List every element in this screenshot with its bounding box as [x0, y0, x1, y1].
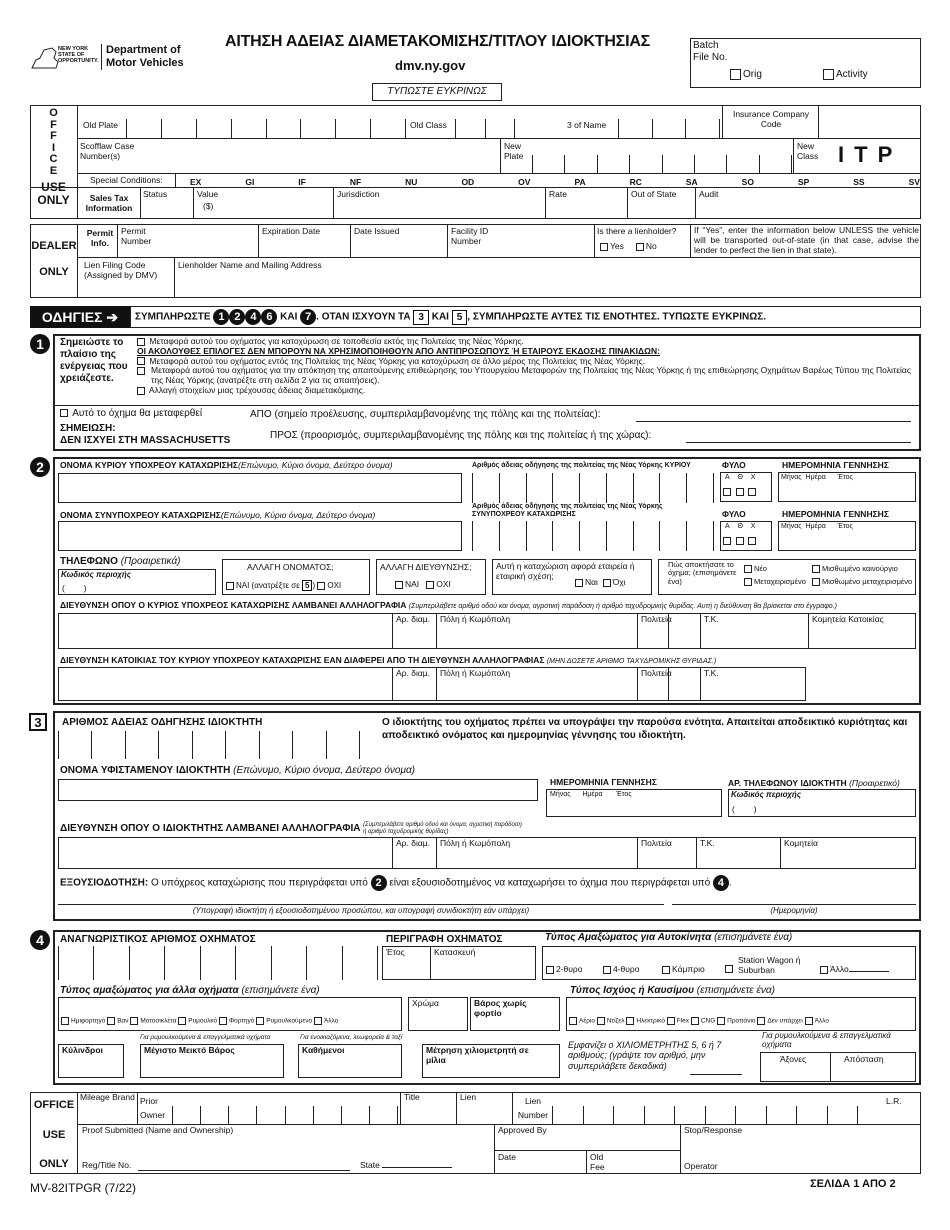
- commercial-note: Για ρυμουλκούμενα & επαγγελματικά οχήματα: [762, 1031, 891, 1049]
- new-plate-field[interactable]: [532, 155, 792, 173]
- section-1-marker: 1: [30, 334, 50, 354]
- carried-label: Αυτό το όχημα θα μεταφερθεί: [72, 408, 203, 419]
- dealer-only-label: ONLY: [39, 266, 69, 278]
- activity-checkbox[interactable]: [823, 69, 834, 80]
- title-label: Title: [404, 1092, 420, 1102]
- activity-label: Activity: [836, 69, 868, 81]
- acq-used[interactable]: [744, 578, 752, 586]
- office-bottom-label: OFFICE: [33, 1099, 75, 1111]
- date-caption: (Ημερομηνία): [770, 906, 818, 915]
- vin-field[interactable]: [58, 946, 378, 980]
- name-change-label: ΑΛΛΑΓΗ ΟΝΟΜΑΤΟΣ;: [247, 562, 334, 572]
- old-class-field[interactable]: [455, 119, 515, 138]
- fuel-none[interactable]: [757, 1017, 765, 1025]
- authorization-label: ΕΞΟΥΣΙΟΔΟΤΗΣΗ:: [60, 877, 149, 889]
- type-truck[interactable]: [219, 1017, 227, 1025]
- lien-number-field[interactable]: [552, 1106, 858, 1124]
- instructions-text: ΣΥΜΠΛΗΡΩΣΤΕ 1 2 4 6 ΚΑΙ 7 . ΟΤΑΝ ΙΣΧΥΟΥΝ ΤΑ 3 ΚΑΙ 5 , ΣΥΜΠΛΗΡΩΣΤΕ ΑΥΤΕΣ ΤΙΣ ΕΝΟΤΗΤΕΣ. ΤΥΠΩΣΤΕ ΕΥΚΡΙΝΩΣ.: [135, 311, 766, 323]
- address-change-label: ΑΛΛΑΓΗ ΔΙΕΥΘΥΝΣΗΣ;: [380, 562, 472, 572]
- body-wagon[interactable]: [725, 965, 733, 973]
- carried-checkbox[interactable]: [60, 409, 68, 417]
- prior-owner-label: Prior Owner: [140, 1096, 166, 1120]
- name-change-yes[interactable]: [226, 582, 234, 590]
- primary-name-label: ΟΝΟΜΑ ΚΥΡΙΟΥ ΥΠΟΧΡΕΟΥ ΚΑΤΑΧΩΡΙΣΗΣ: [60, 460, 238, 470]
- prior-owner-field[interactable]: [172, 1106, 398, 1124]
- co-sex-x-checkbox[interactable]: [748, 537, 756, 545]
- section-4-marker: 4: [30, 930, 50, 950]
- state-label: State: [360, 1160, 380, 1170]
- lien-label: Lien: [460, 1092, 477, 1102]
- sex-label: ΦΥΛΟ: [722, 460, 746, 470]
- insurance-code-label: Insurance Company Code: [732, 109, 810, 129]
- co-sex-th-checkbox[interactable]: [736, 537, 744, 545]
- owner-name-field[interactable]: [58, 779, 538, 801]
- opt3-checkbox[interactable]: [137, 367, 145, 375]
- old-fee-label: Old Fee: [590, 1152, 605, 1172]
- dob-label: ΗΜΕΡΟΜΗΝΙΑ ΓΕΝΝΗΣΗΣ: [782, 460, 889, 470]
- new-class-label: New Class: [797, 141, 819, 161]
- sex-x-checkbox[interactable]: [748, 488, 756, 496]
- to-label: ΠΡΟΣ (προορισμός, συμπεριλαμβανομένης της πόλης και της πολιτείας ή της χώρας):: [270, 430, 652, 441]
- lien-yes-checkbox[interactable]: [600, 243, 608, 251]
- odometer-miles-label: Μέτρηση χιλιομετρητή σε μίλια: [426, 1045, 529, 1065]
- cylinders-label: Κύλινδροι: [62, 1045, 103, 1055]
- body-convertible[interactable]: [662, 966, 670, 974]
- body-2door[interactable]: [546, 966, 554, 974]
- batch-label: Batch: [693, 40, 719, 51]
- lien-number-label: Lien Number: [517, 1096, 549, 1120]
- vin-label: ΑΝΑΓΝΩΡΙΣΤΙΚΟΣ ΑΡΙΘΜΟΣ ΟΧΗΜΑΤΟΣ: [60, 934, 256, 945]
- owner-license-label: ΑΡΙΘΜΟΣ ΑΔΕΙΑΣ ΟΔΗΓΗΣΗΣ ΙΔΙΟΚΤΗΤΗ: [62, 717, 263, 728]
- status-label: Status: [143, 189, 168, 199]
- odometer-digits-field[interactable]: [690, 1074, 742, 1075]
- lien-yes-label: Yes: [610, 241, 624, 251]
- mark-box-label: Σημειώστε το πλαίσιο της ενέργειας που χρειάζεστε.: [60, 337, 128, 384]
- vehicle-desc-label: ΠΕΡΙΓΡΑΦΗ ΟΧΗΜΑΤΟΣ: [386, 934, 503, 945]
- itp-codes: ITP: [838, 142, 903, 167]
- fuel-gas[interactable]: [569, 1017, 577, 1025]
- seats-label: Καθήμενοι: [302, 1045, 345, 1055]
- opt2-checkbox[interactable]: [137, 357, 145, 365]
- operator-label: Operator: [684, 1161, 718, 1171]
- to-field[interactable]: [686, 442, 911, 443]
- mileage-brand-label: Mileage Brand: [80, 1092, 135, 1102]
- signature-field[interactable]: [58, 904, 664, 905]
- special-conditions-label: Special Conditions:: [90, 175, 163, 185]
- print-clearly: ΤΥΠΩΣΤΕ ΕΥΚΡΙΝΩΣ: [387, 86, 487, 97]
- sales-tax-label: Sales Tax Information: [85, 193, 133, 213]
- opt4-label: Αλλαγή στοιχείων μιας τρέχουσας άδειας διαμετακόμισης.: [148, 384, 366, 395]
- lienholder-instructions: If “Yes”, enter the information below UNLESS the vehicle will be transported out-of-state (in that case, advise the lender to perfect the lien in that state).: [694, 225, 919, 255]
- dealer-warning: ΟΙ ΑΚΟΛΟΥΘΕΣ ΕΠΙΛΟΓΕΣ ΔΕΝ ΜΠΟΡΟΥΝ ΝΑ ΧΡΗΣΙΜΟΠΟΙΗΘΟΥΝ ΑΠΟ ΑΝΤΙΠΡΟΣΩΠΟΥΣ Ή ΕΤΑΙΡΟΥΣ ΕΚΔΟΣΗΣ ΠΙΝΑΚΙΔΩΝ:: [137, 345, 660, 356]
- opt2-label: Μεταφορά αυτού του οχήματος εντός της Πολιτείας της Νέας Υόρκης για κατοχύρωση σε άλλο μέρος της Πολιτείας της Νέας Υόρκης.: [149, 355, 646, 366]
- name-change-no[interactable]: [317, 582, 325, 590]
- residence-address-field[interactable]: [58, 667, 806, 701]
- acq-new[interactable]: [744, 565, 752, 573]
- unladen-weight-label: Βάρος χωρίς φορτίο: [474, 998, 527, 1018]
- lien-filing-code-label: Lien Filing Code (Assigned by DMV): [84, 260, 158, 280]
- agency-small: NEW YORK STATE OF OPPORTUNITY.: [58, 46, 99, 65]
- section-3-marker: 3: [29, 713, 47, 731]
- distance-label: Απόσταση: [844, 1054, 884, 1064]
- proof-label: Proof Submitted (Name and Ownership): [82, 1125, 234, 1135]
- page-number: ΣΕΛΙΔΑ 1 ΑΠΟ 2: [810, 1178, 896, 1190]
- file-no-label: File No.: [693, 52, 728, 63]
- addr-change-no[interactable]: [426, 581, 434, 589]
- primary-license-field[interactable]: [472, 473, 714, 503]
- three-of-name-field[interactable]: [618, 119, 720, 138]
- gvw-label: Μέγιστο Μεικτό Βάρος: [144, 1045, 235, 1055]
- not-massachusetts: ΔΕΝ ΙΣΧΥΕΙ ΣΤΗ MASSACHUSETTS: [60, 435, 231, 446]
- date-label: Date: [498, 1152, 516, 1162]
- new-plate-label: New Plate: [504, 141, 524, 161]
- lien-no-checkbox[interactable]: [636, 243, 644, 251]
- rental-note: Για ενοικιαζόμενα, λεωφορεία & ταξί: [300, 1034, 403, 1041]
- primary-license-label: Αριθμός άδειας οδήγησης της πολιτείας της Νέας Υόρκης ΚΥΡΙΟΥ: [472, 462, 691, 469]
- stop-response-label: Stop/Response: [684, 1125, 743, 1135]
- note-label: ΣΗΜΕΙΩΣΗ:: [60, 423, 116, 434]
- body-4door[interactable]: [603, 966, 611, 974]
- instructions-banner: ΟΔΗΓΙΕΣ ➔: [30, 306, 130, 328]
- body-auto-label: Τύπος Αμαξώματος για Αυτοκίνητα: [545, 932, 712, 943]
- fuel-flex[interactable]: [667, 1017, 675, 1025]
- lien-no-label: No: [645, 241, 657, 251]
- rate-label: Rate: [549, 189, 567, 199]
- type-tractor[interactable]: [178, 1017, 186, 1025]
- fuel-other[interactable]: [805, 1017, 813, 1025]
- jurisdiction-label: Jurisdiction: [337, 189, 380, 199]
- signature-date-field[interactable]: [672, 904, 916, 905]
- opt3-label: Μεταφορά αυτού του οχήματος για την απόκτηση της απαιτούμενης επιθεώρησης του Υπουργείου Μεταφορών της Πολιτείας της Νέας Υόρκης ή της επιθεώρησης Οχημάτων Βαρέως Τύπου της Πολιτείας της Νέας Υόρκης (ανατρέξτε στη σελίδα 2 για τις απαιτήσεις).: [151, 365, 911, 386]
- co-name-field[interactable]: [58, 521, 462, 551]
- lr-label: L.R.: [886, 1096, 902, 1106]
- dollar-label: ($): [203, 201, 214, 211]
- primary-name-field[interactable]: [58, 473, 462, 503]
- sex-a-checkbox[interactable]: [723, 488, 731, 496]
- audit-label: Audit: [699, 189, 719, 199]
- color-label: Χρώμα: [412, 998, 439, 1008]
- residence-address-label: ΔΙΕΥΘΥΝΣΗ ΚΑΤΟΙΚΙΑΣ ΤΟΥ ΚΥΡΙΟΥ ΥΠΟΧΡΕΟΥ ΚΑΤΑΧΩΡΙΣΗΣ ΕΑΝ ΔΙΑΦΕΡΕΙ ΑΠΟ ΤΗ ΔΙΕΥΘΥΝΣΗ ΑΛΛΗΛΟΓΡΑΦΙΑΣ: [60, 655, 545, 665]
- office-vertical-label: O F F I C E USE ONLY: [37, 107, 70, 207]
- fuel-diesel[interactable]: [597, 1017, 605, 1025]
- owner-dob-label: ΗΜΕΡΟΜΗΝΙΑ ΓΕΝΝΗΣΗΣ: [550, 777, 657, 787]
- orig-label: Orig: [743, 69, 762, 81]
- type-motorcycle[interactable]: [130, 1017, 138, 1025]
- section-2-marker: 2: [30, 457, 50, 477]
- trailer-note: Για ρυμουλκούμενα & επαγγελματικά οχήματα: [140, 1034, 271, 1041]
- acq-lease-new[interactable]: [812, 565, 820, 573]
- owner-phone-label: ΑΡ. ΤΗΛΕΦΩΝΟΥ ΙΔΙΟΚΤΗΤΗ: [728, 778, 847, 788]
- type-other[interactable]: [314, 1017, 322, 1025]
- fuel-label: Τύπος Ισχύος ή Καυσίμου: [570, 985, 694, 996]
- vehicle-year-label: Έτος: [386, 947, 405, 957]
- owner-name-label: ΟΝΟΜΑ ΥΦΙΣΤΑΜΕΝΟΥ ΙΔΙΟΚΤΗΤΗ: [60, 765, 231, 776]
- owner-license-field[interactable]: [58, 731, 360, 759]
- co-license-field[interactable]: [472, 521, 714, 551]
- odometer-question: Εμφανίζει ο ΧΙΛΙΟΜΕΤΡΗΤΗΣ 5, 6 ή 7 αριθμούς; (γράψτε τον αριθμό, μην συμπεριλάβετε δεκαδικά): [568, 1040, 722, 1071]
- phone-label: ΤΗΛΕΦΩΝΟ: [60, 556, 118, 567]
- permit-number-label: Permit Number: [121, 226, 152, 246]
- out-of-state-label: Out of State: [631, 189, 677, 199]
- company-question: Αυτή η καταχώριση αφορά εταιρεία ή εταιρική σχέση;: [496, 561, 635, 581]
- signature-caption: (Υπογραφή ιδιοκτήτη ή εξουσιοδοτημένου προσώπου, και υπογραφή συνιδιοκτήτη εάν υπάρχει): [192, 906, 530, 915]
- orig-checkbox[interactable]: [730, 69, 741, 80]
- acquired-question: Πώς αποκτήσατε το όχημα; (επισημάνετε ένα): [668, 560, 737, 586]
- must-sign-note: Ο ιδιοκτήτης του οχήματος πρέπει να υπογράψει την παρούσα ενότητα. Απαιτείται αποδεικτικό κυριότητας και αποδεικτικό ονόματος και ημερομηνίας γέννησης του ιδιοκτήτη.: [382, 717, 908, 741]
- co-sex-a-checkbox[interactable]: [723, 537, 731, 545]
- date-issued-label: Date Issued: [354, 226, 400, 236]
- facility-id-label: Facility ID Number: [451, 226, 489, 246]
- co-name-label: ΟΝΟΜΑ ΣΥΝΥΠΟΧΡΕΟΥ ΚΑΤΑΧΩΡΙΣΗΣ: [60, 510, 221, 520]
- axles-label: Άξονες: [780, 1054, 807, 1064]
- opt1-checkbox[interactable]: [137, 338, 145, 346]
- form-title: ΑΙΤΗΣΗ ΑΔΕΙΑΣ ΔΙΑΜΕΤΑΚΟΜΙΣΗΣ/ΤΙΤΛΟΥ ΙΔΙΟΚΤΗΣΙΑΣ: [225, 33, 651, 50]
- old-plate-field[interactable]: [126, 119, 406, 138]
- owner-mail-label: ΔΙΕΥΘΥΝΣΗ ΟΠΟΥ Ο ΙΔΙΟΚΤΗΤΗΣ ΛΑΜΒΑΝΕΙ ΑΛΛΗΛΟΓΡΑΦΙΑ: [60, 822, 361, 834]
- opt1-label: Μεταφορά αυτού του οχήματος για κατοχύρωση σε τοποθεσία εκτός της Πολιτείας της Νέας Υόρκης.: [149, 336, 524, 346]
- body-other-auto[interactable]: [820, 966, 828, 974]
- special-codes: EX GI IF NF NU OD OV PA RC SA SO SP SS SV: [190, 177, 920, 187]
- opt4-checkbox[interactable]: [137, 387, 145, 395]
- website[interactable]: dmv.ny.gov: [395, 58, 466, 73]
- type-van[interactable]: [107, 1017, 115, 1025]
- company-yes[interactable]: [575, 579, 583, 587]
- expiration-label: Expiration Date: [262, 226, 321, 236]
- old-plate-label: Old Plate: [83, 120, 118, 130]
- mail-address-label: ΔΙΕΥΘΥΝΣΗ ΟΠΟΥ Ο ΚΥΡΙΟΣ ΥΠΟΧΡΕΟΣ ΚΑΤΑΧΩΡΙΣΗΣ ΛΑΜΒΑΝΕΙ ΑΛΛΗΛΟΓΡΑΦΙΑ: [60, 600, 407, 610]
- lienholder-name-label: Lienholder Name and Mailing Address: [178, 260, 322, 270]
- fuel-cng[interactable]: [691, 1017, 699, 1025]
- dealer-label: DEALER: [31, 240, 77, 252]
- sex-th-checkbox[interactable]: [736, 488, 744, 496]
- type-trailer[interactable]: [256, 1017, 264, 1025]
- reg-title-label: Reg/Title No.: [82, 1160, 132, 1170]
- agency-name: Department of Motor Vehicles: [106, 44, 184, 69]
- fuel-propane[interactable]: [717, 1017, 725, 1025]
- company-no[interactable]: [603, 579, 611, 587]
- type-pickup[interactable]: [61, 1017, 69, 1025]
- lienholder-question: Is there a lienholder?: [597, 226, 677, 236]
- body-other-label: Τύπος αμαξώματος για άλλα οχήματα: [60, 985, 239, 996]
- form-number: MV-82ITPGR (7/22): [30, 1181, 137, 1195]
- permit-info-label: Permit Info.: [86, 228, 114, 248]
- vehicle-make-label: Κατασκευή: [434, 947, 476, 957]
- acq-lease-used[interactable]: [812, 578, 820, 586]
- from-field[interactable]: [636, 421, 911, 422]
- co-license-label: Αριθμός άδειας οδήγησης της πολιτείας της Νέας Υόρκης ΣΥΝΥΠΟΧΡΕΟΥ ΚΑΤΑΧΩΡΙΣΗΣ: [472, 503, 663, 518]
- value-label: Value: [197, 189, 219, 199]
- three-of-name-label: 3 of Name: [567, 120, 607, 130]
- old-class-label: Old Class: [410, 120, 447, 130]
- approved-by-label: Approved By: [498, 1125, 547, 1135]
- from-label: ΑΠΟ (σημείο προέλευσης, συμπεριλαμβανομένης της πόλης και της πολιτείας):: [250, 409, 601, 420]
- addr-change-yes[interactable]: [395, 581, 403, 589]
- scofflaw-label: Scofflaw Case Number(s): [80, 141, 135, 161]
- fuel-electric[interactable]: [626, 1017, 634, 1025]
